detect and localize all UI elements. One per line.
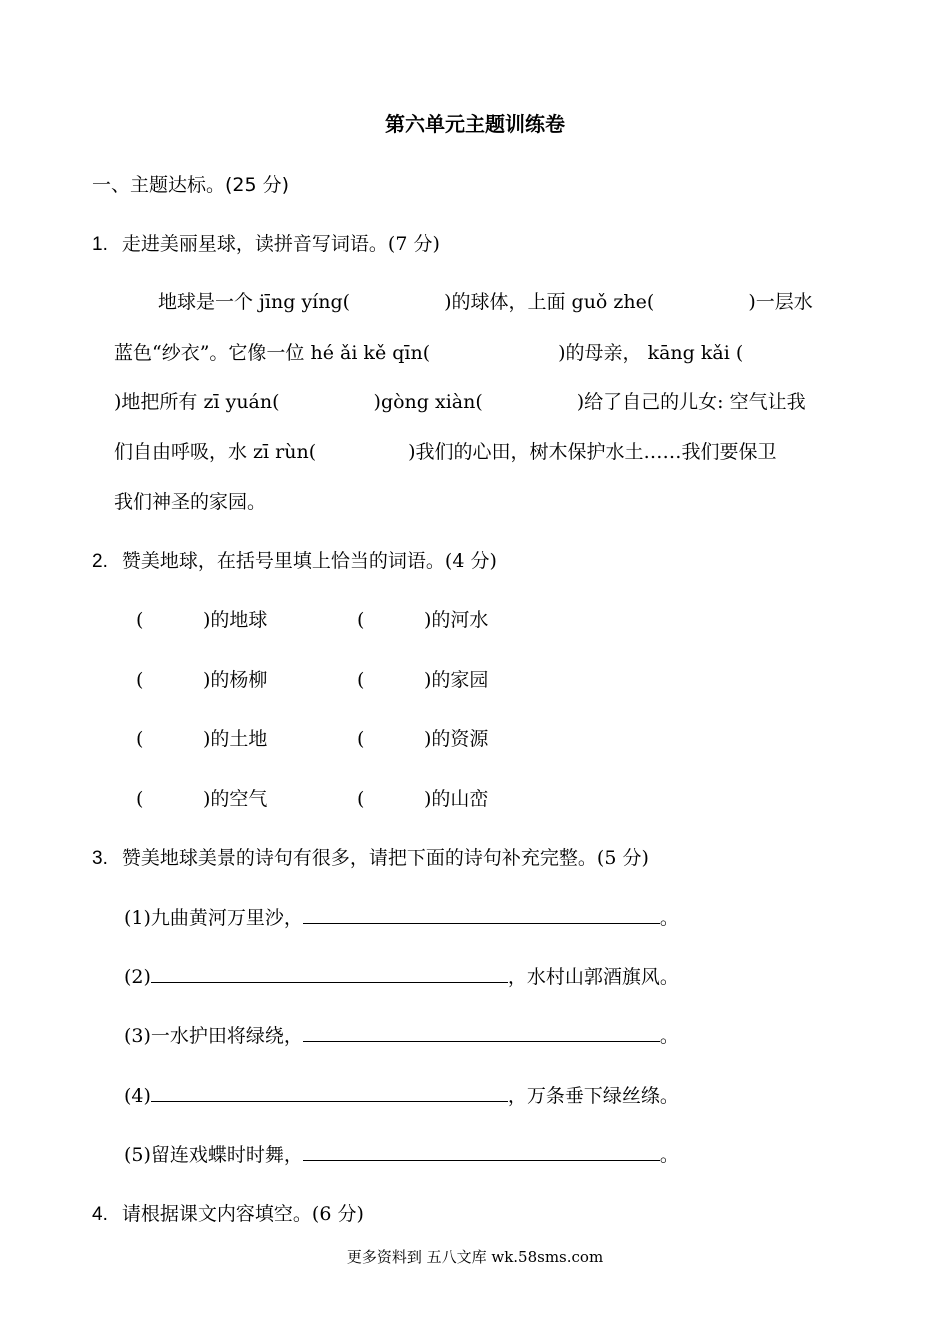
answer-underline[interactable] — [303, 1142, 660, 1161]
question-2 — [92, 546, 497, 573]
page-title: 第六单元主题训练卷 — [385, 112, 565, 136]
text-segment: (5)留连戏蝶时时舞， — [124, 1144, 303, 1166]
question-number: 1. — [92, 234, 108, 255]
poem-line — [124, 1021, 679, 1048]
text-segment: )的土地 — [203, 728, 268, 750]
text-segment: )的资源 — [424, 728, 489, 750]
poem-line — [124, 1081, 679, 1108]
answer-blank[interactable]: ( — [357, 669, 365, 691]
q2-item — [136, 665, 267, 692]
text-segment: )的球体，上面 guǒ zhe( — [444, 291, 655, 313]
text-segment: )地把所有 zī yuán( — [114, 391, 280, 413]
q2-item — [357, 784, 488, 811]
q2-item — [136, 784, 267, 811]
question-prompt: 赞美地球美景的诗句有很多，请把下面的诗句补充完整。(5 分) — [121, 847, 649, 869]
text-segment: 地球是一个 jīng yíng( — [158, 291, 351, 313]
q2-item — [357, 605, 488, 632]
answer-underline[interactable] — [151, 964, 508, 983]
text-segment: ，万条垂下绿丝绦。 — [507, 1085, 679, 1107]
poem-line — [124, 1140, 679, 1167]
question-prompt: 请根据课文内容填空。(6 分) — [121, 1203, 364, 1225]
text-segment: 们自由呼吸，水 zī rùn( — [114, 441, 317, 463]
answer-blank[interactable]: ( — [136, 609, 144, 631]
q2-item — [136, 605, 267, 632]
poem-line — [124, 903, 679, 930]
text-segment: 。 — [659, 1144, 679, 1166]
answer-blank[interactable]: ( — [357, 728, 365, 750]
text-segment: (1)九曲黄河万里沙， — [124, 907, 303, 929]
q1-line-4 — [114, 437, 859, 464]
text-segment: )给了自己的儿女: 空气让我 — [576, 391, 806, 413]
answer-blank[interactable]: ( — [136, 788, 144, 810]
text-segment: 。 — [659, 1025, 679, 1047]
text-segment: )的家园 — [424, 669, 489, 691]
text-segment: (2) — [124, 966, 151, 988]
poem-line — [124, 962, 679, 989]
question-number: 3. — [92, 848, 108, 869]
answer-blank[interactable]: ( — [357, 609, 365, 631]
answer-underline[interactable] — [303, 1023, 660, 1042]
footer-text: 更多资料到 五八文库 wk.58sms.com — [346, 1248, 604, 1266]
text-segment: )的杨柳 — [203, 669, 268, 691]
text-segment: (4) — [124, 1085, 151, 1107]
text-segment: 。 — [659, 907, 679, 929]
answer-blank[interactable]: ( — [136, 669, 144, 691]
text-segment: )的母亲， kāng kǎi ( — [558, 342, 744, 364]
text-segment: )gòng xiàn( — [373, 391, 483, 413]
question-1 — [92, 229, 440, 256]
question-number: 2. — [92, 551, 108, 572]
text-segment: )的地球 — [203, 609, 268, 631]
section-heading: 一、主题达标。(25 分) — [92, 174, 290, 196]
text-segment: )我们的心田，树木保护水土……我们要保卫 — [408, 441, 777, 463]
q2-item — [357, 724, 488, 751]
q2-item — [136, 724, 267, 751]
answer-blank[interactable]: ( — [136, 728, 144, 750]
text-segment: ，水村山郭酒旗风。 — [507, 966, 679, 988]
text-segment: )的空气 — [203, 788, 268, 810]
q1-line-2 — [114, 338, 859, 365]
text-segment: (3)一水护田将绿绕， — [124, 1025, 303, 1047]
q1-line-5: 我们神圣的家园。 — [114, 491, 267, 513]
text-segment: 蓝色“纱衣”。它像一位 hé ǎi kě qīn( — [114, 342, 431, 364]
q2-item — [357, 665, 488, 692]
q1-line-3 — [114, 387, 859, 414]
question-3 — [92, 843, 649, 870]
question-prompt: 赞美地球，在括号里填上恰当的词语。(4 分) — [121, 550, 497, 572]
answer-underline[interactable] — [303, 905, 660, 924]
text-segment: )的河水 — [424, 609, 489, 631]
question-number: 4. — [92, 1204, 108, 1225]
question-prompt: 走进美丽星球，读拼音写词语。(7 分) — [121, 233, 440, 255]
answer-blank[interactable]: ( — [357, 788, 365, 810]
answer-underline[interactable] — [151, 1083, 508, 1102]
text-segment: )的山峦 — [424, 788, 489, 810]
question-4 — [92, 1199, 364, 1226]
text-segment: )一层水 — [748, 291, 813, 313]
q1-line-1 — [158, 287, 903, 314]
